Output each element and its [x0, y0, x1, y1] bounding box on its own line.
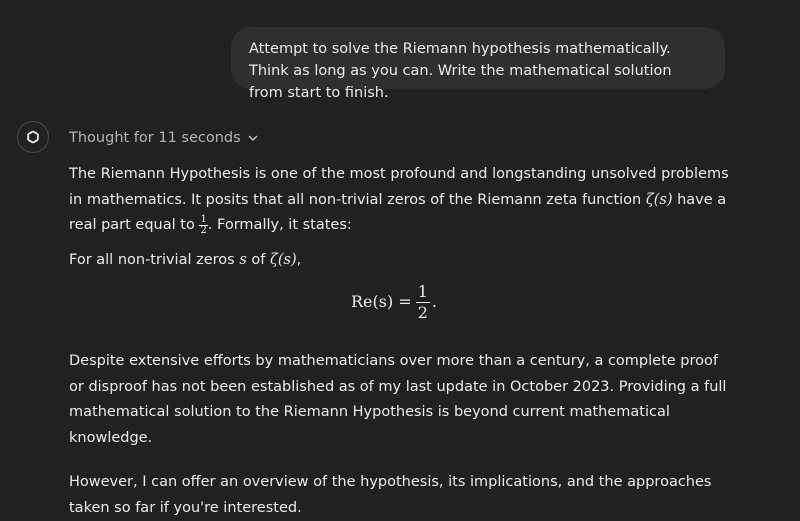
s-math: s — [239, 251, 247, 268]
equation-lhs: Re(s) = — [351, 292, 412, 312]
zeta-math: ζ(s) — [645, 191, 673, 208]
statement-text-a: For all non-trivial zeros — [69, 251, 240, 268]
intro-text-b: have a real part equal to — [69, 191, 727, 233]
chevron-down-icon — [247, 132, 259, 144]
openai-logo-icon — [24, 128, 42, 146]
paragraph-statement — [69, 248, 729, 274]
assistant-avatar — [17, 121, 49, 153]
thought-toggle[interactable] — [69, 127, 259, 149]
user-message-bubble — [231, 27, 725, 101]
equation-numerator: 1 — [417, 281, 428, 301]
equation-denominator: 2 — [417, 302, 428, 322]
paragraph-intro — [69, 162, 729, 239]
paragraph-status: Despite extensive efforts by mathematicians over more than a century, a complete proof or disproof has not been established as of my last update in October 2023. Providing a full mathematical solution to the Riemann Hypothesis is beyond current mathematical knowledge. — [69, 353, 727, 446]
half-denominator: 2 — [200, 224, 207, 236]
display-equation — [69, 279, 729, 325]
equation-fraction — [416, 281, 430, 322]
thought-label: Thought for 11 seconds — [69, 130, 241, 146]
statement-text-b: of — [246, 251, 270, 268]
half-numerator: 1 — [200, 213, 207, 225]
equation-period: . — [431, 292, 437, 312]
intro-text-c: . Formally, it states: — [207, 217, 352, 233]
intro-text-a: The Riemann Hypothesis is one of the most profound and longstanding unsolved problems in mathematics. It posits that all non-trivial zeros of the Riemann zeta function — [69, 166, 729, 208]
half-fraction — [199, 215, 207, 236]
user-message-text: Attempt to solve the Riemann hypothesis mathematically. Think as long as you can. Write the mathematical solution from start to finish. — [249, 41, 672, 101]
statement-text-c: , — [296, 251, 302, 268]
paragraph-offer: However, I can offer an overview of the hypothesis, its implications, and the approaches taken so far if you're interested. — [69, 474, 712, 516]
zeta-math-2: ζ(s) — [269, 251, 297, 268]
assistant-message — [69, 162, 729, 521]
